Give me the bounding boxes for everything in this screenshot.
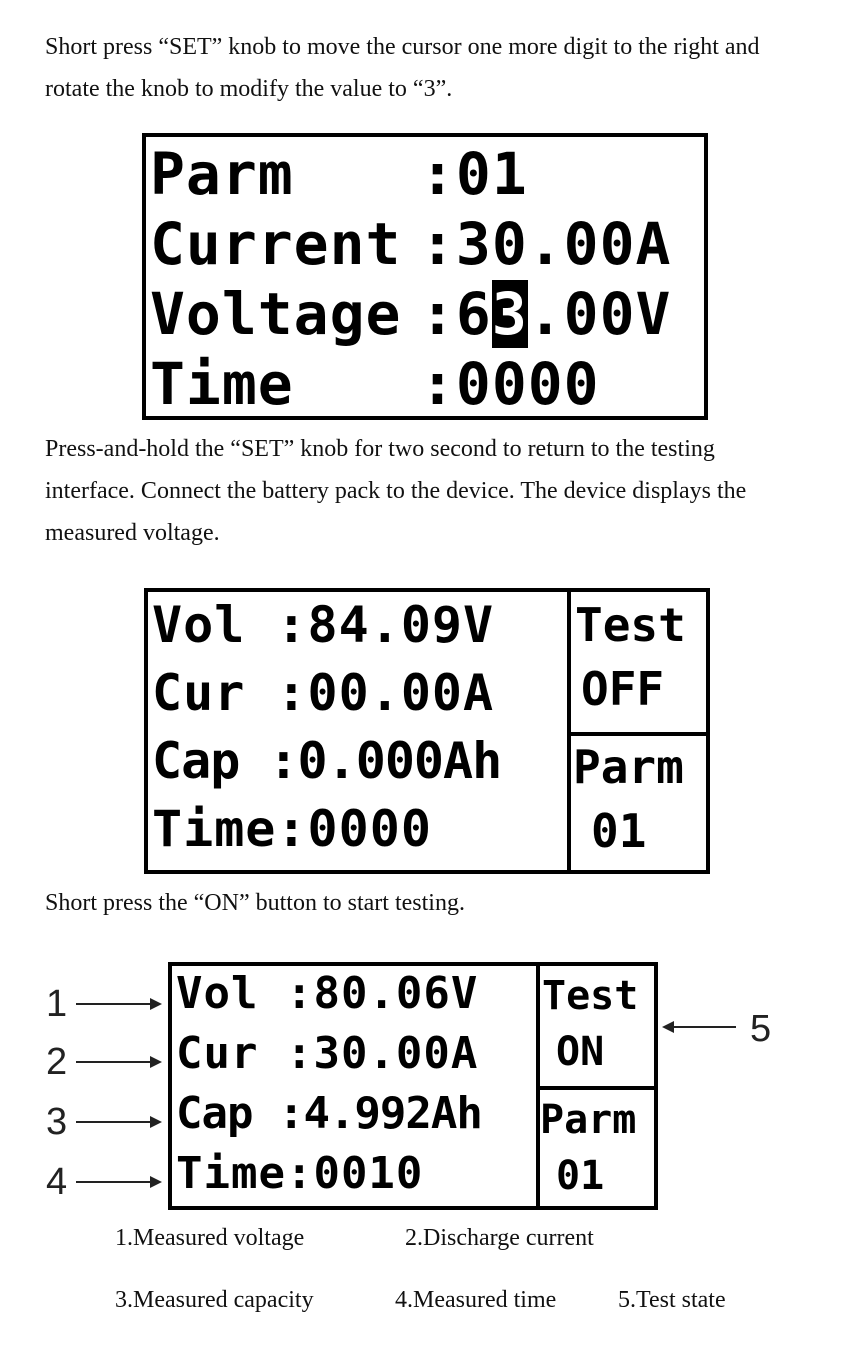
lcd-testing-screen-off (144, 588, 710, 874)
capacity-reading: Cap :4.992Ah (176, 1088, 482, 1139)
parm-row (150, 140, 528, 208)
lcd-parameter-screen (142, 133, 708, 420)
callout-3-arrow (76, 1121, 152, 1123)
voltage-value-prefix: :6 (420, 280, 492, 348)
test-label: Test (542, 973, 639, 1019)
capacity-reading: Cap :0.000Ah (152, 732, 502, 790)
current-value: :30.00A (420, 210, 672, 278)
parm-value: 01 (591, 804, 647, 858)
callout-2: 2 (46, 1041, 68, 1083)
legend-item-3: 3.Measured capacity (115, 1287, 314, 1313)
parm-label: Parm (540, 1097, 637, 1143)
callout-4: 4 (46, 1161, 68, 1203)
callout-2-arrow (76, 1061, 152, 1063)
panel-divider (567, 592, 571, 870)
current-reading: Cur :30.00A (176, 1028, 479, 1079)
voltage-row (150, 280, 672, 348)
callout-1: 1 (46, 983, 68, 1025)
instruction-paragraph-1: Short press “SET” knob to move the cursor one more digit to the right and rotate the knob to modify the value to “3”. (45, 34, 760, 102)
callout-5-arrow (672, 1026, 736, 1028)
parm-label: Parm (150, 140, 294, 208)
instruction-paragraph-2: Press-and-hold the “SET” knob for two second to return to the testing interface. Connect the battery pack to the device. The device displays the measured voltage. (45, 436, 747, 546)
time-reading: Time:0010 (176, 1148, 424, 1199)
time-row (150, 350, 600, 418)
callout-3: 3 (46, 1101, 68, 1143)
voltage-reading: Vol :84.09V (152, 596, 495, 654)
legend-item-1: 1.Measured voltage (115, 1225, 305, 1251)
lcd-testing-screen-on (168, 962, 658, 1210)
time-reading: Time:0000 (152, 800, 432, 858)
side-divider (536, 1086, 658, 1090)
callout-5: 5 (750, 1008, 772, 1050)
parm-label: Parm (573, 740, 684, 794)
current-reading: Cur :00.00A (152, 664, 495, 722)
voltage-reading: Vol :80.06V (176, 968, 479, 1019)
legend-item-4: 4.Measured time (395, 1287, 557, 1313)
callout-4-arrow (76, 1181, 152, 1183)
legend-item-2: 2.Discharge current (405, 1225, 594, 1251)
parm-value: :01 (420, 140, 528, 208)
test-label: Test (575, 598, 686, 652)
current-row (150, 210, 672, 278)
edit-cursor: 3 (491, 280, 528, 348)
time-value: :0000 (420, 350, 600, 418)
side-divider (567, 732, 710, 736)
parm-value: 01 (556, 1153, 605, 1199)
instruction-paragraph-3: Short press the “ON” button to start testing. (45, 890, 465, 916)
current-label: Current (150, 210, 402, 278)
legend-item-5: 5.Test state (618, 1287, 726, 1313)
voltage-value-suffix: .00V (527, 280, 672, 348)
voltage-label: Voltage (150, 280, 402, 348)
test-state: ON (556, 1029, 605, 1075)
time-label: Time (150, 350, 294, 418)
test-state: OFF (581, 662, 665, 716)
callout-1-arrow (76, 1003, 152, 1005)
